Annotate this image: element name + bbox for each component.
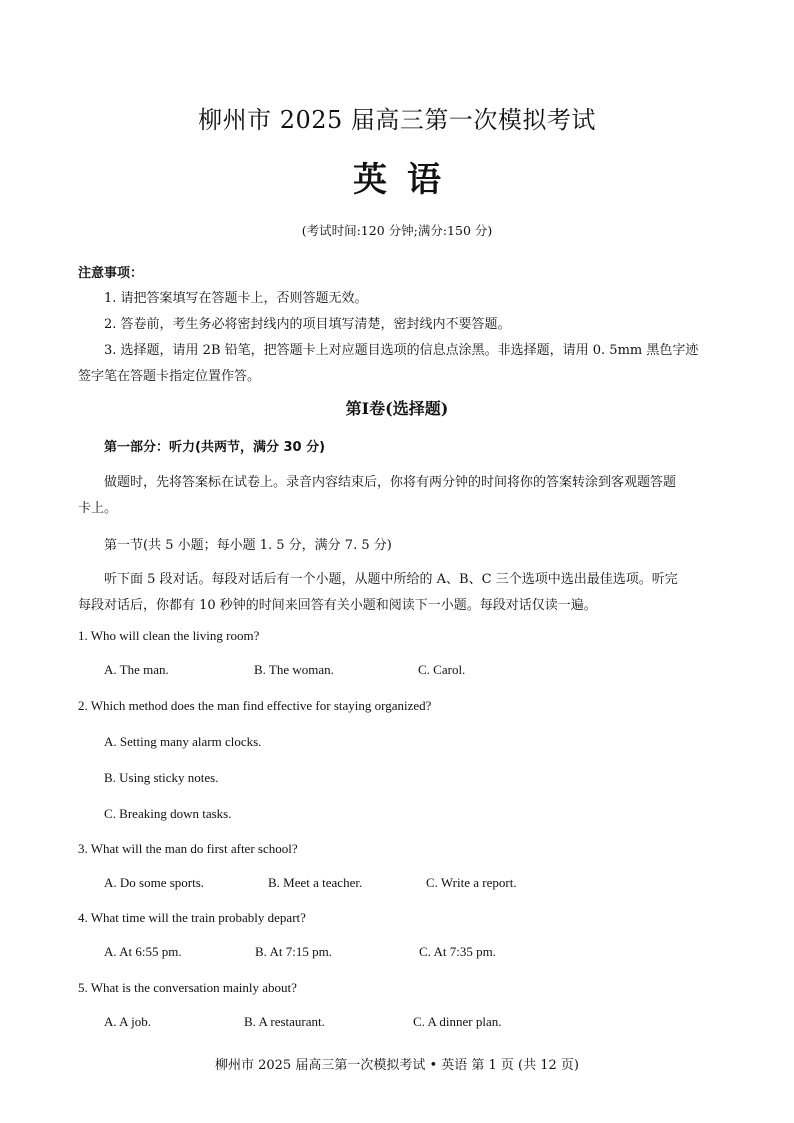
q1-option-a: A. The man. (104, 662, 169, 677)
part1-instructions: 做题时，先将答案标在试卷上。录音内容结束后，你将有两分钟的时间将你的答案转涂到客观题答题 (104, 475, 677, 490)
notice-item-2: 2. 答卷前，考生务必将密封线内的项目填写清楚，密封线内不要答题。 (104, 317, 511, 332)
question-1: 1. Who will clean the living room? (78, 628, 260, 643)
q2-option-c: C. Breaking down tasks. (104, 806, 232, 821)
q2-option-a: A. Setting many alarm clocks. (104, 734, 262, 749)
notice-item-3-cont: 签字笔在答题卡指定位置作答。 (78, 369, 261, 384)
q3-option-b: B. Meet a teacher. (268, 875, 363, 890)
sub1-instructions: 听下面 5 段对话。每段对话后有一个小题，从题中所给的 A、B、C 三个选项中选出最佳选项。听完 (104, 572, 678, 587)
q5-option-c: C. A dinner plan. (413, 1014, 502, 1029)
part1-instructions-cont: 卡上。 (78, 501, 118, 516)
notice-title: 注意事项： (78, 266, 144, 281)
q1-option-b: B. The woman. (254, 662, 334, 677)
q4-option-b: B. At 7:15 pm. (255, 944, 332, 959)
q4-option-c: C. At 7:35 pm. (419, 944, 496, 959)
section-title: 第Ⅰ卷(选择题) (345, 399, 449, 418)
page-footer: 柳州市 2025 届高三第一次模拟考试 • 英语 第 1 页 (共 12 页) (214, 1058, 580, 1073)
sub1-title: 第一节(共 5 小题；每小题 1. 5 分，满分 7. 5 分) (104, 538, 392, 553)
notice-item-3: 3. 选择题，请用 2B 铅笔，把答题卡上对应题目选项的信息点涂黑。非选择题，请用 0. 5mm 黑色字迹 (104, 343, 699, 358)
q1-option-c: C. Carol. (418, 662, 466, 677)
exam-title: 柳州市 2025 届高三第一次模拟考试 (198, 106, 596, 134)
sub1-instructions-cont: 每段对话后，你都有 10 秒钟的时间来回答有关小题和阅读下一小题。每段对话仅读一遍。 (78, 598, 597, 613)
q4-option-a: A. At 6:55 pm. (104, 944, 182, 959)
q5-option-a: A. A job. (104, 1014, 151, 1029)
q3-option-c: C. Write a report. (426, 875, 517, 890)
q3-option-a: A. Do some sports. (104, 875, 205, 890)
question-2: 2. Which method does the man find effective for staying organized? (78, 698, 432, 713)
notice-item-1: 1. 请把答案填写在答题卡上，否则答题无效。 (104, 291, 368, 306)
question-4: 4. What time will the train probably depart? (78, 910, 306, 925)
subject-title: 英语 (353, 160, 461, 200)
q2-option-b: B. Using sticky notes. (104, 770, 219, 785)
part1-title: 第一部分：听力(共两节，满分 30 分) (104, 440, 326, 455)
question-3: 3. What will the man do first after school? (78, 841, 298, 856)
exam-info: (考试时间:120 分钟;满分:150 分) (301, 223, 493, 238)
q5-option-b: B. A restaurant. (244, 1014, 325, 1029)
question-5: 5. What is the conversation mainly about? (78, 980, 297, 995)
